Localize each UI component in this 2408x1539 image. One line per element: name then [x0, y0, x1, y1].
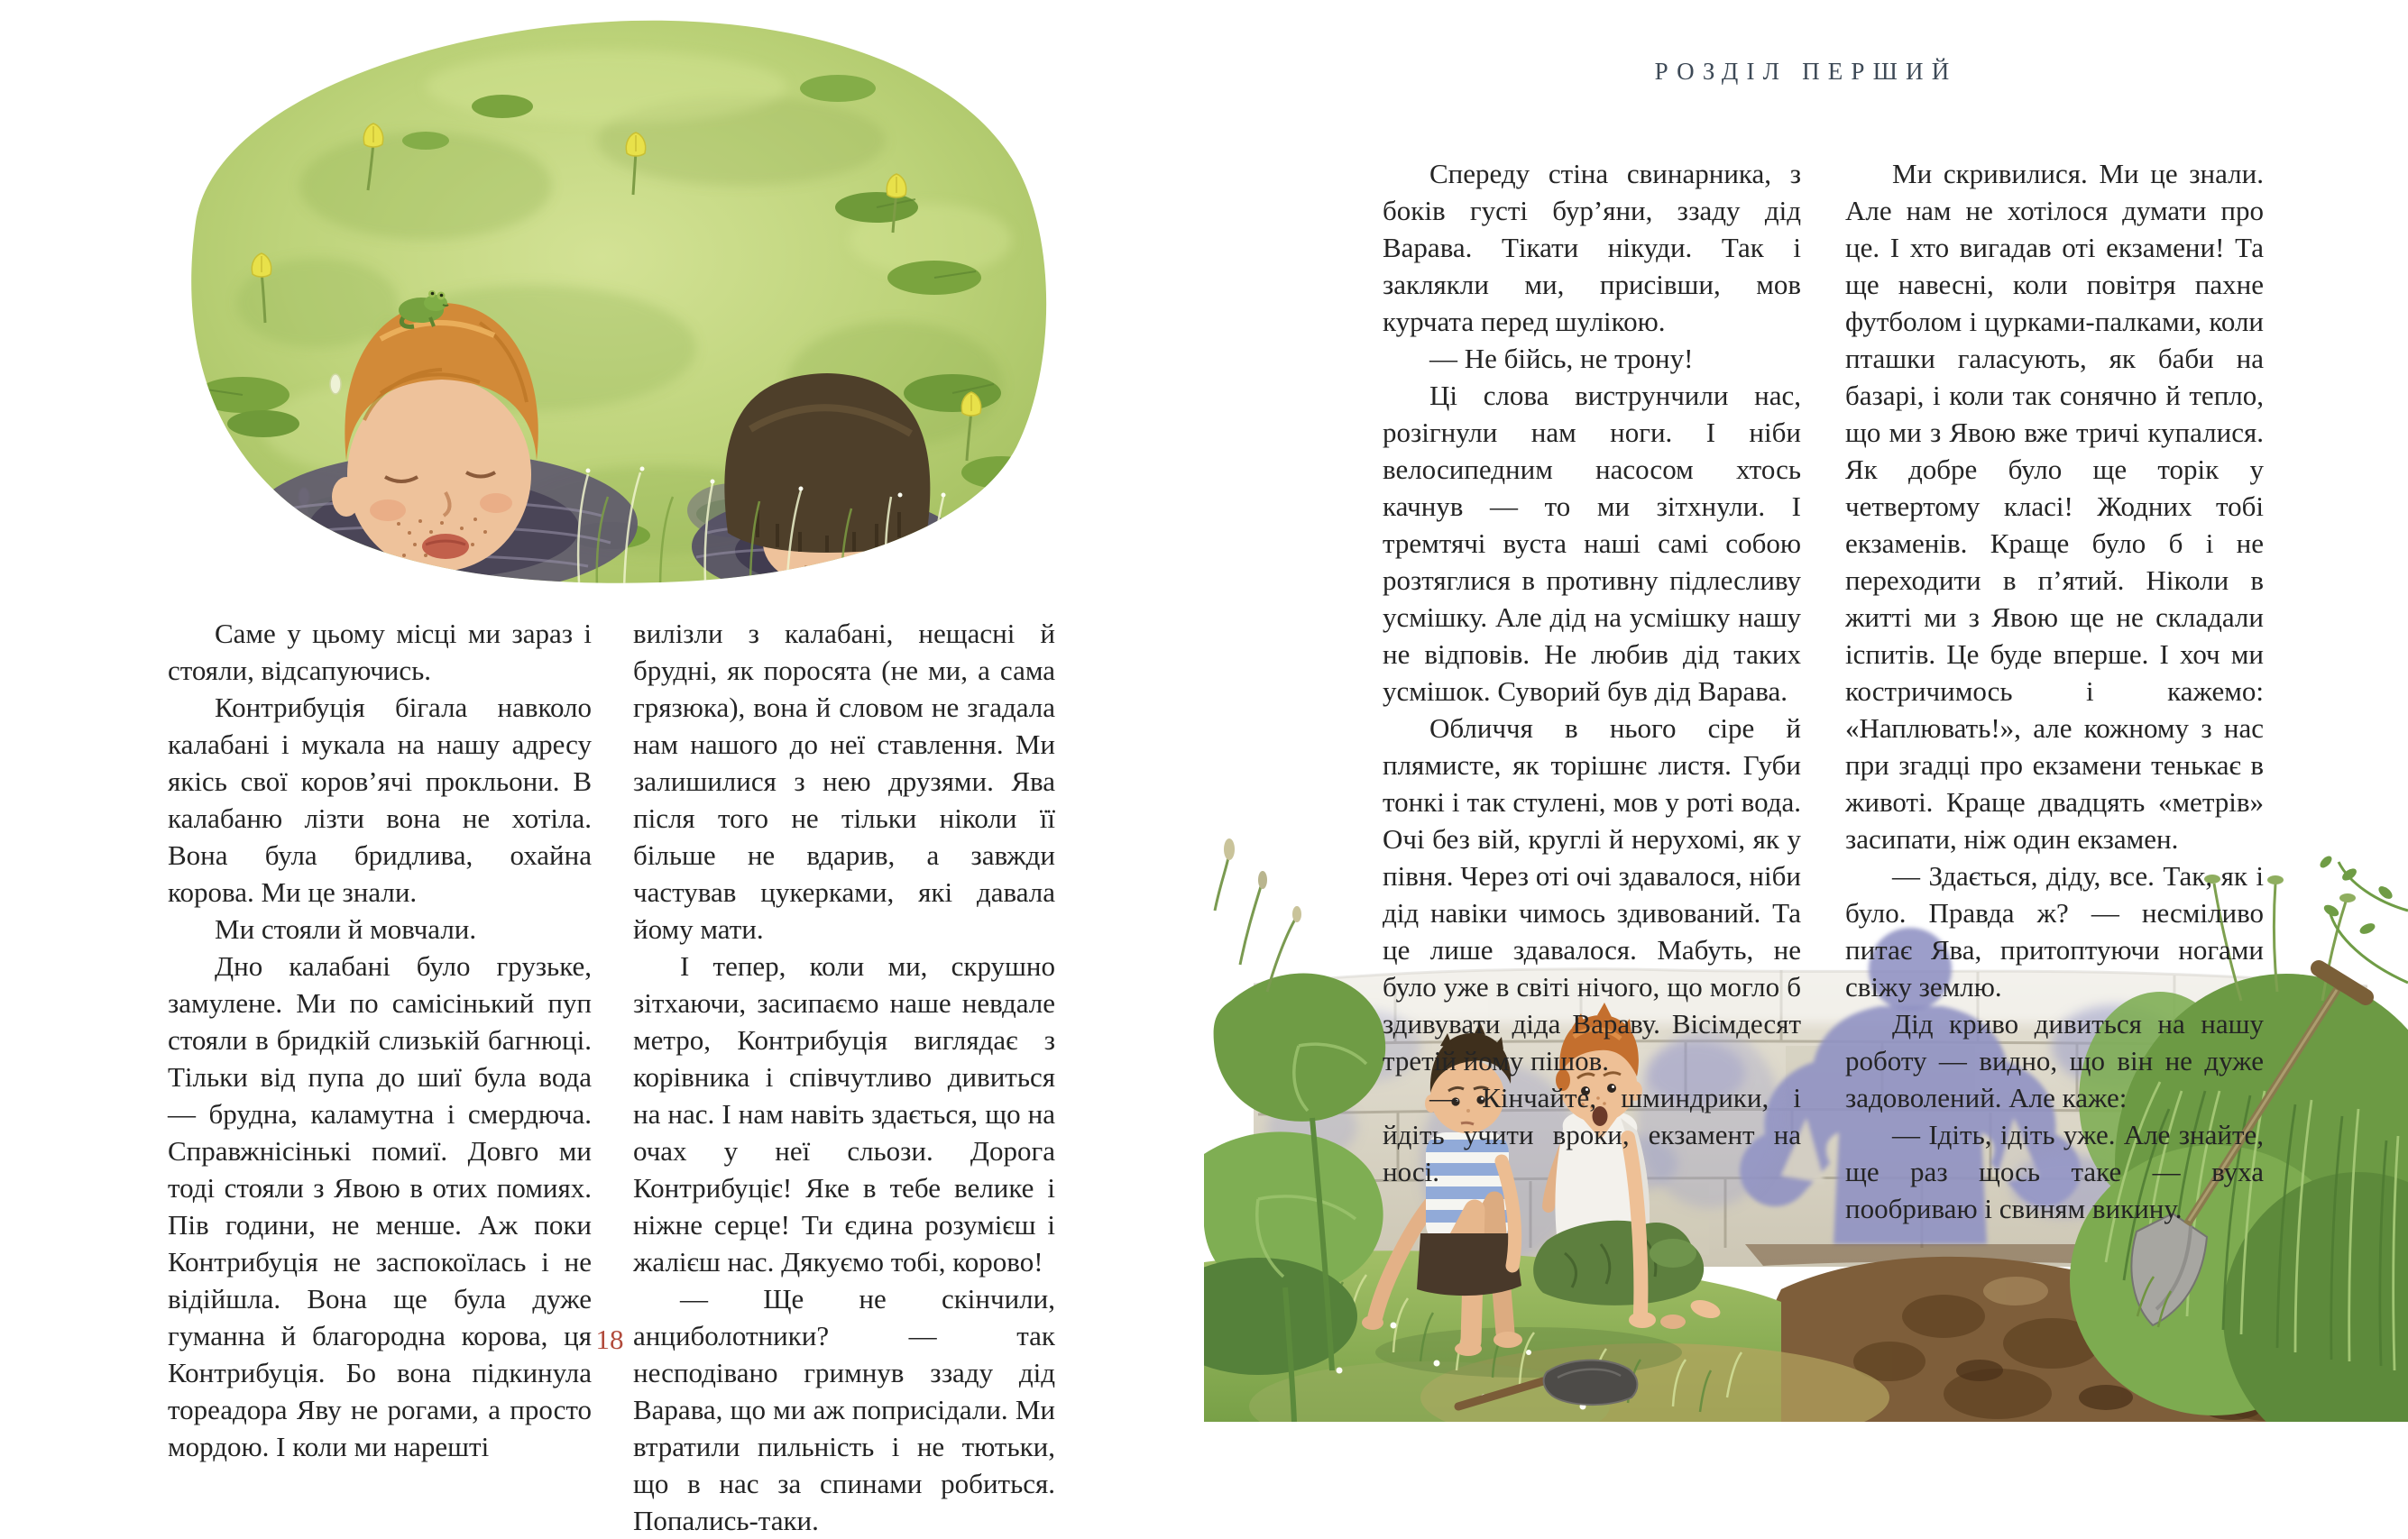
body-paragraph: — Ще не скінчили, анциболотники? — так несподівано гримнув ззаду дід Варава, що ми аж поприсідали. Ми втратили пильність і не тютьки, що в нас за спинами робиться. Попались-таки.	[633, 1283, 1055, 1536]
body-paragraph: Контрибуція бігала навколо калабані і мукала на нашу адресу якісь свої коров’ячі прокльони. В калабаню лізти вона не хотіла. Вона була бридлива, охайна корова. Ми це знали.	[168, 692, 592, 908]
body-paragraph: Спереду стіна свинарника, з боків густі бур’яни, ззаду дід Варава. Тікати нікуди. Так і заклякли ми, присівши, мов курчата перед шулікою.	[1383, 158, 1801, 337]
page-number: 18	[595, 1324, 624, 1355]
body-paragraph: — Здається, діду, все. Так, як і було. Правда ж? — несміливо питає Ява, притоптуючи ногами свіжу землю.	[1845, 860, 2264, 1003]
body-paragraph: Дно калабані було грузьке, замулене. Ми по самісінький пуп стояли в бридкій слизькій багнюці. Тільки від пупа до шиї була вода — брудна, каламутна і смердюча. Справжнісінькі помиї. Довго ми тоді стояли з Явою в отих помиях. Пів години, не менше. Аж поки Контрибуція не заспокоїлась і не відійшла. Вона ще була дуже гуманна й благородна корова, ця Контрибуція. Бо вона підкинула тореадора Яву не рогами, а просто мордою. І коли ми нарешті	[168, 950, 592, 1462]
body-paragraph: Ми скривилися. Ми це знали. Але нам не хотілося думати про це. І хто вигадав оті екзамени! Та ще навесні, коли повітря пахне футболом і цурками-палками, коли пташки галасують, як баби на базарі, і коли так сонячно й тепло, що ми з Явою вже тричі купалися. Як добре було ще торік у четвертому класі! Жодних тобі екзаменів. Краще було б і не переходити в п’ятий. Ніколи в житті ми з Явою ще не складали іспитів. Це буде вперше. І хоч ми костричимось і кажемо: «Наплювать!», але кожному з нас при згадці про екзамени тенькає в животі. Краще двадцять «метрів» засипати, ніж один екзамен.	[1845, 158, 2264, 855]
body-paragraph: Ми стояли й мовчали.	[215, 913, 477, 945]
left-page-column-2	[633, 615, 1055, 1539]
right-page-column-2	[1845, 155, 2264, 1227]
body-paragraph: Саме у цьому місці ми зараз і стояли, відсапуючись.	[168, 618, 592, 686]
left-page-column-1	[168, 615, 592, 1465]
chapter-heading: РОЗДІЛ ПЕРШИЙ	[1654, 58, 1958, 85]
pond-illustration	[155, 5, 1066, 591]
body-paragraph: Ці слова виструнчили нас, розігнули нам ноги. І ніби велосипедним насосом хтось качнув — то ми зітхнули. І тремтячі вуста наші самі собою розтяглися в противну підлесливу усмішку. Але дід на усмішку нашу не відповів. Не любив дід таких усмішок. Суворий був дід Варава.	[1383, 380, 1801, 707]
body-paragraph: — Кінчайте, шминдрики, і йдіть учити вроки, екзамент на носі.	[1383, 1082, 1801, 1187]
body-paragraph: І тепер, коли ми, скрушно зітхаючи, засипаємо наше невдале метро, Контрибуція виглядає з корівника і співчутливо дивиться на нас. І нам навіть здається, що на очах у неї сльози. Дорога Контрибуціє! Яке в тебе велике і ніжне серце! Ти єдина розумієш і жалієш нас. Дякуємо тобі, корово!	[633, 950, 1055, 1278]
body-paragraph: Дід криво дивиться на нашу роботу — видно, що він не дуже задоволений. Але каже:	[1845, 1008, 2264, 1113]
body-paragraph: — Не бійсь, не трону!	[1429, 343, 1694, 374]
body-paragraph: — Ідіть, ідіть уже. Але знайте, ще раз щось таке — вуха пообриваю і свиням викину.	[1845, 1119, 2264, 1224]
body-paragraph: Обличчя в нього сіре й плямисте, як торішнє листя. Губи тонкі і так стулені, мов у роті вода. Очі без вій, круглі й нерухомі, як у півня. Через оті очі здавалося, ніби дід навіки чимось здивований. Та це лише здавалося. Мабуть, не було уже в світі нічого, що могло б здивувати діда Вараву. Вісімдесят третій йому пішов.	[1383, 712, 1801, 1076]
body-paragraph: вилізли з калабані, нещасні й брудні, як поросята (не ми, а сама грязюка), вона й словом не згадала нам нашого до неї ставлення. Ми залишилися з нею друзями. Ява після того не тільки ніколи її більше не вдарив, а завжди частував цукерками, які давала йому мати.	[633, 618, 1055, 945]
right-page-column-1	[1383, 155, 1801, 1190]
